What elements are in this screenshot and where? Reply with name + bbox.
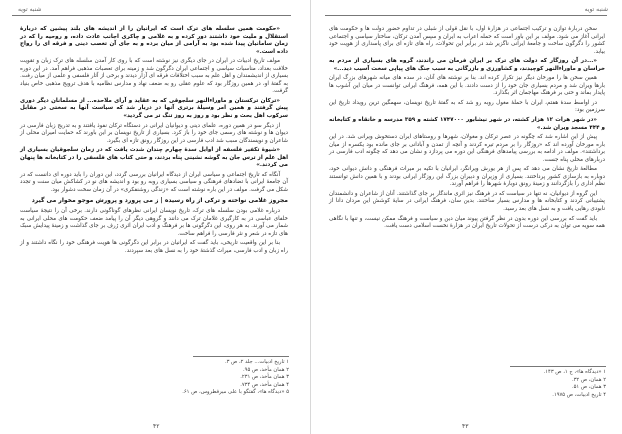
footnote-rule: [193, 356, 289, 357]
footnote-rule: [510, 366, 606, 367]
body-paragraph: این گروه از دیوانیان، نه تنها در سیاست که در فرهنگ نیز اثری ماندگار بر جای گذاشتند. آنان از شاعران و دانشمندان پشتیبانی کردند و کتابخانه ها و مدارس بسیار ساختند. بدین سان، فرهنگ ایرانی در سایهٔ کوشش این مردان دانا از نابودی رهایی یافت و به نسل های بعد رسید.: [329, 190, 605, 213]
page-header: شنبه تویه: [18, 6, 42, 13]
footnote: ۳ همان، ص ۵۱.: [571, 384, 606, 391]
body-paragraph: مولف تاریخ ادبیات در ایران در جای دیگری نیز نوشته است که با روی کار آمدن سلسله های ترک زبان و تقویت خلافت بغداد، مناسبات سیاسی و اجتماعی ایران دگرگون شد و زمینه برای تعصبات مذهبی فراهم آمد. در این دوره بسیاری از اندیشمندان و اهل علم به سبب اختلافات فرقه ای آزار دیدند و برخی از آثار فلسفی و علمی از میان رفت. به گفتهٔ او، در همین روزگار بود که علوم عقلی رو به ضعف نهاد و مدارس نظامیه با هدف ترویج مذهبی خاص بنیاد گرفت.: [20, 58, 288, 95]
footnotes: [406, 369, 606, 399]
body-paragraph: باید گفت که بررسی این دوره بدون در نظر گرفتن پیوند میان دین و سیاست و فرهنگ ممکن نیست، و تنها با نگاهی همه سویه می توان به درکی درست از تحولات تاریخ ایران در هزارهٔ نخست اسلامی دست یافت.: [329, 215, 605, 230]
body-paragraph: در اواسط سدهٔ هفتم، ایران با حملهٔ مغول روبه رو شد که به گفتهٔ تاریخ نویسان، سهمگین ترین رویداد تاریخ این سرزمین بود:: [329, 99, 605, 114]
right-page: [311, 0, 622, 434]
footnote: ۲ همان، ص ۳۲.: [571, 376, 606, 383]
page-body: [20, 26, 288, 257]
footnote: ۴ همان مأخذ، ص ۷۳۴.: [240, 381, 289, 388]
footnote: ۴ تاریخ ادبیات، ص ۱۹۷۵.: [552, 391, 606, 398]
page-number: ۴۳: [462, 423, 469, 430]
quote-paragraph: «در شهر هرات ۱۲ هزار کشته، در شهر نیشابور ۱۷۴۷۰۰۰ کشته و ۳۵۹ مدرسه و خانقاه و کتابخانه و ۴۴۴ مسجد ویران شد.»: [329, 117, 605, 131]
body-paragraph: درباره غلامی بودن سلسله های ترک، تاریخ نویسان ایرانی نظرهای گوناگونی دارند. برخی آن را نتیجهٔ سیاست خلفای عباسی در به کارگیری غلامان ترک می دانند و گروهی دیگر آن را پیامد ضعف حکومت های محلی ایرانی به شمار می آورند. به هر روی، این دگرگونی ها بر فرهنگ و ادب ایران اثری ژرف بر جای گذاشت و زمینهٔ پیدایش سبک های تازه در شعر و نثر فارسی را فراهم ساخت.: [20, 208, 288, 237]
body-paragraph: بنا بر این واقعیت تاریخی، باید گفت که ایرانیان در برابر این دگرگونی ها هویت فرهنگی خود را نگاه داشتند و از راه زبان و ادب فارسی، میراث گذشتهٔ خود را به نسل های بعد سپردند.: [20, 240, 288, 254]
verse-heading: مجروز غلامی نواخته و ترکی از راه رسیده | ز می پرورد و پرورش موجو مخوار می گیرد: [31, 197, 288, 205]
body-paragraph: از دیگر سو در همین دوره، علمای دینی و دیوانیان ایرانی در دستگاه ترکان نفوذ یافتند و به تدریج زبان فارسی در دیوان ها و نوشته های رسمی جای خود را باز کرد. بسیاری از تاریخ نویسان بر این باورند که حمایت امیران محلی از شاعران و نویسندگان سبب شد ادب فارسی در این روزگار رونق تازه ای بگیرد.: [20, 122, 288, 144]
footnote: ۲ همان مأخذ، ص ۹۵.: [243, 366, 289, 373]
footnote: ۱ «دیدگاه ها»، ج ۱، ص ۱۴۳.: [543, 369, 606, 375]
body-paragraph: مطالعهٔ تاریخ نشان می دهد که پس از هر یورش ویرانگر، ایرانیان با تکیه بر میراث فرهنگی و دانش دیوانی خود، دوباره به بازسازی کشور پرداختند. بسیاری از وزیران و دبیران بزرگ این روزگار ایرانی بودند و با همین دانش توانستند نظم اداری را بازگردانند و زمینهٔ رونق دوبارهٔ شهرها را فراهم آورند.: [329, 166, 605, 188]
footnotes: [89, 359, 289, 397]
footnote: ۱ تاریخ ادبیات... جلد ۲، ص ۳.: [224, 359, 289, 365]
page-body: [329, 26, 605, 233]
footnote: ۵ «دیدگاه ها»، گفتگو با علی میرفطروس، ص ۶۱.: [182, 389, 289, 396]
header-rule: [325, 15, 607, 16]
quote-paragraph: «...در آن روزگار که دولت های ترک بر ایران فرمان می راندند، گروه های بسیاری از مردم به خراسان و ماوراءالنهر کوچیدند، و کشاورزی و بازرگانی به سبب جنگ های پیاپی سخت آسیب دید...»: [329, 58, 605, 72]
quote-paragraph: «حکومت همین سلسله های ترک است که ایرانیان را از اندیشه های بلند پیشین که دربارهٔ استقلال و ملیت خود داشتند دور کرده و به غلامی و چاکری اجانب عادت داده، و روحیه را که در زمان سامانیان پیدا شده بود به آرامی از میان برده و به جای آن تعصب دینی و فرقه ای را رواج داده است.»: [20, 26, 288, 55]
body-paragraph: آنگاه که تاریخ اجتماعی و سیاسی ایران از دیدگاه ایرانیان بررسی گردد، این دوران را باید دوره ای دانست که در آن جامعهٔ ایرانی با تضادهای فرهنگی و سیاسی بسیاری روبه رو بود و اندیشه های نو در کشاکش میان سنت و تجدد شکل می گرفت. مولف در این باره نوشته است که «زندگی روشنفکری» در آن زمان سخت دشوار بود.: [20, 171, 288, 193]
body-paragraph: همین سخن ها را مورخان دیگر نیز تکرار کرده اند. بنا بر نوشته های آنان، در سده های میانه شهرهای بزرگ ایران بارها ویران شد و مردم بسیاری جان خود را از دست دادند. با این همه، فرهنگ ایرانی توانست در میان این آشوب ها پایدار بماند و حتی بر فرهنگ مهاجمان اثر بگذارد.: [329, 75, 605, 97]
page-number: ۴۲: [153, 423, 160, 430]
header-rule: [12, 15, 291, 16]
footnote: ۳ همان مأخذ، ص ۲۳۱.: [240, 374, 289, 381]
body-paragraph: پیش از این اشاره شد که چگونه در عصر ترکان و مغولان، شهرها و روستاهای ایران دستخوش ویرانی شد. در این باره مورخان آورده اند که «روزگار را بر مردم تیره کردند و آنچه از تمدن و آبادانی بر جای مانده بود یکسره از میان برداشتند». مولف در ادامه به بررسی پیامدهای فرهنگی این دوره می پردازد و نشان می دهد که چگونه ادب فارسی در دربارهای محلی پناه جست.: [329, 134, 605, 163]
quote-paragraph: «ترکان ترکستان و ماوراءالنهر سلجوقی که به عقاید و آرای ملاحده... از مسلمانان دیگر دوری پیش گرفتند و همین امر وسیلهٔ برتری آنها در دربار شد که سیاست آنها به سختی در مقابل سرکوب اهل بحث و نظر بود و روز به روز تنگ تر می گردید»: [20, 97, 288, 120]
body-paragraph: سخن دربارهٔ توازن و ترکیب اجتماعی در هزارهٔ اول، با نقل قولی از شبلی در تداوم حضور دولت ها و حکومت های ایرانی آغاز می شود. مولف بر این باور است که حمله اعراب به ایران و سپس آمدن ترکان، ساختار سیاسی و اجتماعی کشور را دگرگون ساخت و جامعهٔ ایرانی ناگزیر شد در برابر این تحولات، راه های تازه ای برای پاسداری از هویت خود بیابد.: [329, 26, 605, 55]
page-header: شنبه تویه: [584, 6, 608, 13]
quote-paragraph: «شیوهٔ تکفیر فلسفه از اوایل سدهٔ چهارم چندان شدت یافت که در زمان سلجوقیان بسیاری از اهل علم از ترس جان به گوشه نشینی پناه بردند، و حتی کتاب های فلسفی را در کتابخانه ها پنهان می کردند.»: [20, 147, 288, 169]
